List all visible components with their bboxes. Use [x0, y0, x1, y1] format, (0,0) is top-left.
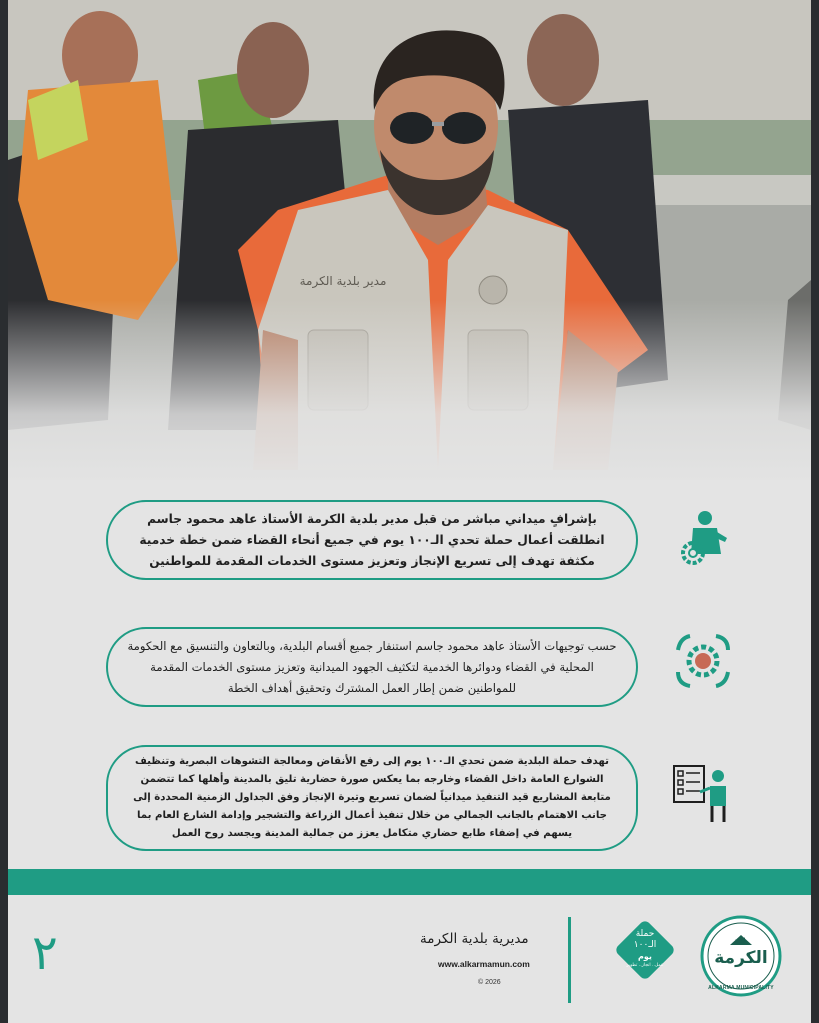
footer	[8, 895, 811, 1023]
page-number: ٢	[32, 925, 58, 981]
info-card-2	[106, 627, 638, 707]
municipality-logo	[700, 915, 782, 997]
badge-line-2: الـ١٠٠	[633, 940, 657, 950]
badge-line-4: عمل.. انجاز.. تطوير	[626, 963, 664, 968]
info-card-3	[106, 745, 638, 851]
footer-divider	[568, 917, 571, 1003]
info-card-2-text: حسب توجيهات الأستاذ عاهد محمود جاسم استنفار جميع أقسام البلدية، وبالتعاون والتنسيق مع الحكومة المحلية في القضاء ودوائرها الخدمية لتكثيف الجهود الميدانية وتعزيز مستوى الخدمات المقدمة للمواطنين ضمن إطار العمل المشترك وتحقيق أهداف الخطة	[127, 638, 617, 695]
badge-line-1: حملة	[635, 929, 655, 939]
info-card-3-text: تهدف حملة البلدية ضمن تحدي الـ١٠٠ يوم إلى رفع الأنقاض ومعالجة التشوهات البصرية وتنظيف الشوارع العامة داخل القضاء وخارجه بما يعكس صورة حضارية تليق بالمدينة وأهلها كما تتضمن متابعة المشاريع قيد التنفيذ ميدانياً لضمان تسريع وتيرة الإنجاز وفق الجداول الزمنية المحددة إلى جانب الاهتمام بالجانب الجمالي من خلال تنفيذ أعمال الزراعة والتشجير وإدامة الشارع العام بما يسهم في إضفاء طابع حضاري متكامل يعزز من جمالية المدينة ويجسد روح العمل	[133, 756, 611, 839]
logo-english: ALKARMA MUNICIPALITY	[708, 985, 774, 991]
hero-photo	[8, 0, 811, 480]
info-card-1-text: بإشرافٍ ميداني مباشر من قبل مدير بلدية الكرمة الأستاذ عاهد محمود جاسم انطلقت أعمال حملة تحدي الـ١٠٠ يوم في جميع أنحاء القضاء ضمن خطة خدمية مكثفة تهدف إلى تسريع الإنجاز وتعزيز مستوى الخدمات المقدمة للمواطنين	[139, 511, 605, 568]
brain-gear-cycle-icon	[672, 630, 734, 692]
logo-sub: بلدية	[734, 937, 748, 945]
vest-text: مدير بلدية الكرمة	[299, 274, 387, 288]
checklist-presenter-icon	[670, 762, 732, 824]
badge-line-3: يوم	[638, 952, 652, 961]
poster-frame	[8, 0, 811, 1023]
copyright: © 2026	[478, 979, 501, 986]
info-card-1	[106, 500, 638, 580]
organization-name: مديرية بلدية الكرمة	[420, 931, 529, 947]
logo-main: الكرمة	[714, 948, 768, 968]
photo-fade	[8, 300, 811, 480]
website-link[interactable]: www.alkarmamun.com	[438, 959, 530, 969]
divider-band	[8, 869, 811, 895]
worker-gear-icon	[673, 508, 735, 570]
campaign-badge	[612, 917, 678, 983]
